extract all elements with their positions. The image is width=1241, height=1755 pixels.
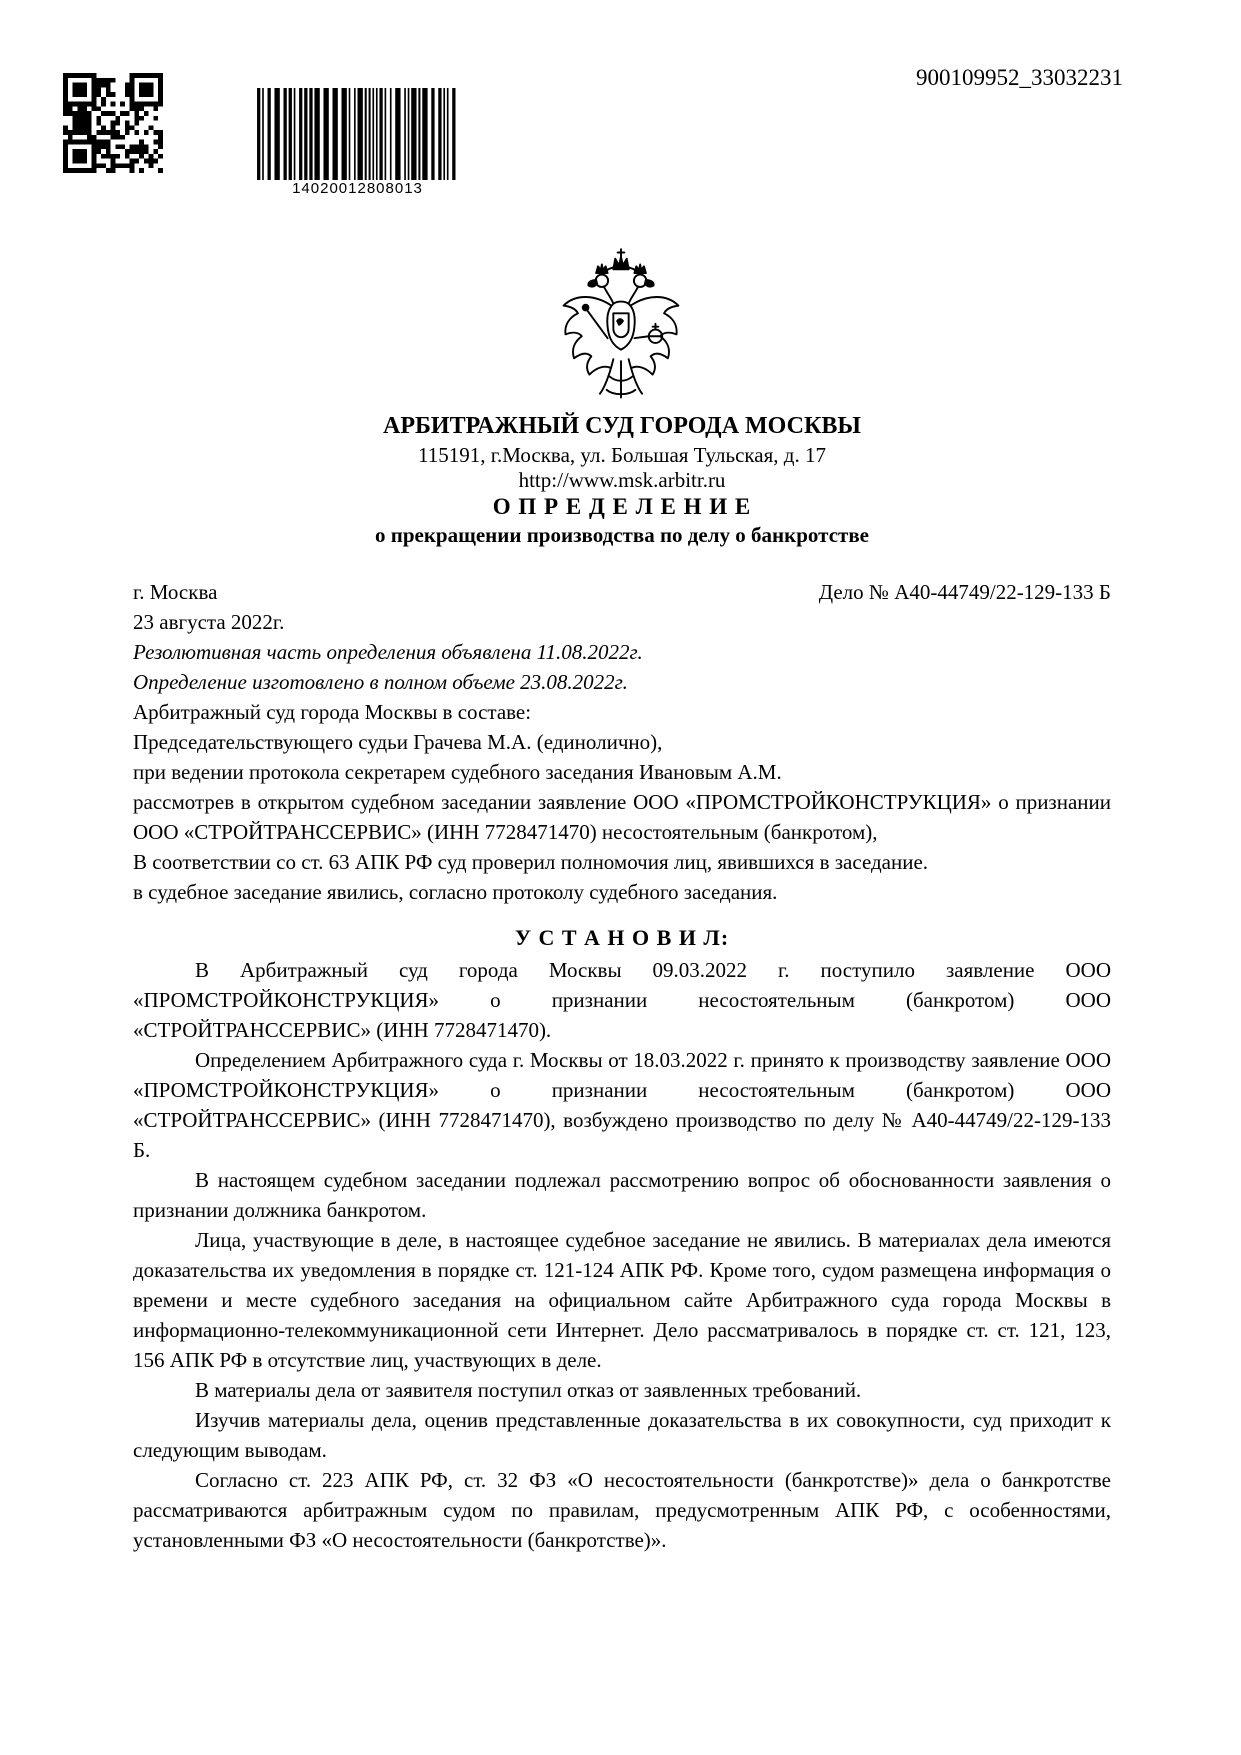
document-title: О П Р Е Д Е Л Е Н И Е bbox=[492, 494, 752, 519]
full-text-made-note: Определение изготовлено в полном объеме 23.08.2022г. bbox=[133, 670, 628, 694]
case-info-row bbox=[133, 577, 1111, 607]
paragraph-court-conclusions: Изучив материалы дела, оценив представленные доказательства в их совокупности, суд приходит к следующим выводам. bbox=[133, 1408, 1111, 1462]
barcode-bars bbox=[255, 88, 460, 180]
document-subtitle: о прекращении производства по делу о банкротстве bbox=[374, 523, 870, 547]
paragraph-hearing-subject: В настоящем судебном заседании подлежал рассмотрению вопрос об обоснованности заявления о признании должника банкротом. bbox=[133, 1168, 1111, 1222]
paragraph-legal-basis: Согласно ст. 223 АПК РФ, ст. 32 ФЗ «О несостоятельности (банкротстве)» дела о банкротстве рассматриваются арбитражным судом по правилам, предусмотренным АПК РФ, с особенностями, установленными ФЗ «О несостоятельности (банкротстве)». bbox=[133, 1468, 1111, 1552]
document-body bbox=[133, 410, 1111, 1555]
document-id: 900109952_33032231 bbox=[916, 65, 1123, 90]
resolution-announced-note: Резолютивная часть определения объявлена 11.08.2022г. bbox=[133, 640, 643, 664]
paragraph-parties-absent: Лица, участвующие в деле, в настоящее судебное заседание не явились. В материалах дела имеются доказательства их уведомления в порядке ст. 121-124 АПК РФ. Кроме того, судом размещена информация о времени и месте судебного заседания на официальном сайте Арбитражного суда города Москвы в информационно-телекоммуникационной сети Интернет. Дело рассматривалось в порядке ст. ст. 121, 123, 156 АПК РФ в отсутствие лиц, участвующих в деле. bbox=[133, 1228, 1111, 1372]
document-date: 23 августа 2022г. bbox=[133, 610, 285, 634]
established-heading: У С Т А Н О В И Л: bbox=[514, 925, 730, 950]
court-website: http://www.msk.arbitr.ru bbox=[518, 468, 726, 492]
appeared-line: в судебное заседание явились, согласно протоколу судебного заседания. bbox=[133, 880, 778, 904]
court-composition-line: Арбитражный суд города Москвы в составе: bbox=[133, 700, 532, 724]
city-label: г. Москва bbox=[133, 580, 218, 604]
paragraph-claims-withdrawn: В материалы дела от заявителя поступил отказ от заявленных требований. bbox=[195, 1378, 862, 1402]
paragraph-case-accepted: Определением Арбитражного суда г. Москвы от 18.03.2022 г. принято к производству заявление ООО «ПРОМСТРОЙКОНСТРУКЦИЯ» о признании несостоятельным (банкротом) ООО «СТРОЙТРАНССЕРВИС» (ИНН 7728471470), возбуждено производство по делу № А40-44749/22-129-133 Б. bbox=[133, 1048, 1111, 1162]
court-address: 115191, г.Москва, ул. Большая Тульская, д. 17 bbox=[418, 443, 826, 467]
barcode bbox=[255, 88, 460, 198]
court-name: АРБИТРАЖНЫЙ СУД ГОРОДА МОСКВЫ bbox=[383, 413, 861, 439]
presiding-judge-line: Председательствующего судьи Грачева М.А. (единолично), bbox=[133, 730, 663, 754]
paragraph-application-received: В Арбитражный суд города Москвы 09.03.2022 г. поступило заявление ООО «ПРОМСТРОЙКОНСТРУКЦИЯ» о признании несостоятельным (банкротом) ООО «СТРОЙТРАНССЕРВИС» (ИНН 7728471470). bbox=[133, 958, 1111, 1042]
case-number: Дело № А40-44749/22-129-133 Б bbox=[818, 580, 1111, 604]
considered-paragraph: рассмотрев в открытом судебном заседании заявление ООО «ПРОМСТРОЙКОНСТРУКЦИЯ» о признании ООО «СТРОЙТРАНССЕРВИС» (ИНН 7728471470) несостоятельным (банкротом), bbox=[133, 790, 1111, 844]
qr-code bbox=[63, 68, 163, 178]
apk-63-line: В соответствии со ст. 63 АПК РФ суд проверил полномочия лиц, явившихся в заседание. bbox=[133, 850, 929, 874]
barcode-number: 14020012808013 bbox=[292, 180, 423, 197]
secretary-line: при ведении протокола секретарем судебного заседания Ивановым А.М. bbox=[133, 760, 782, 784]
